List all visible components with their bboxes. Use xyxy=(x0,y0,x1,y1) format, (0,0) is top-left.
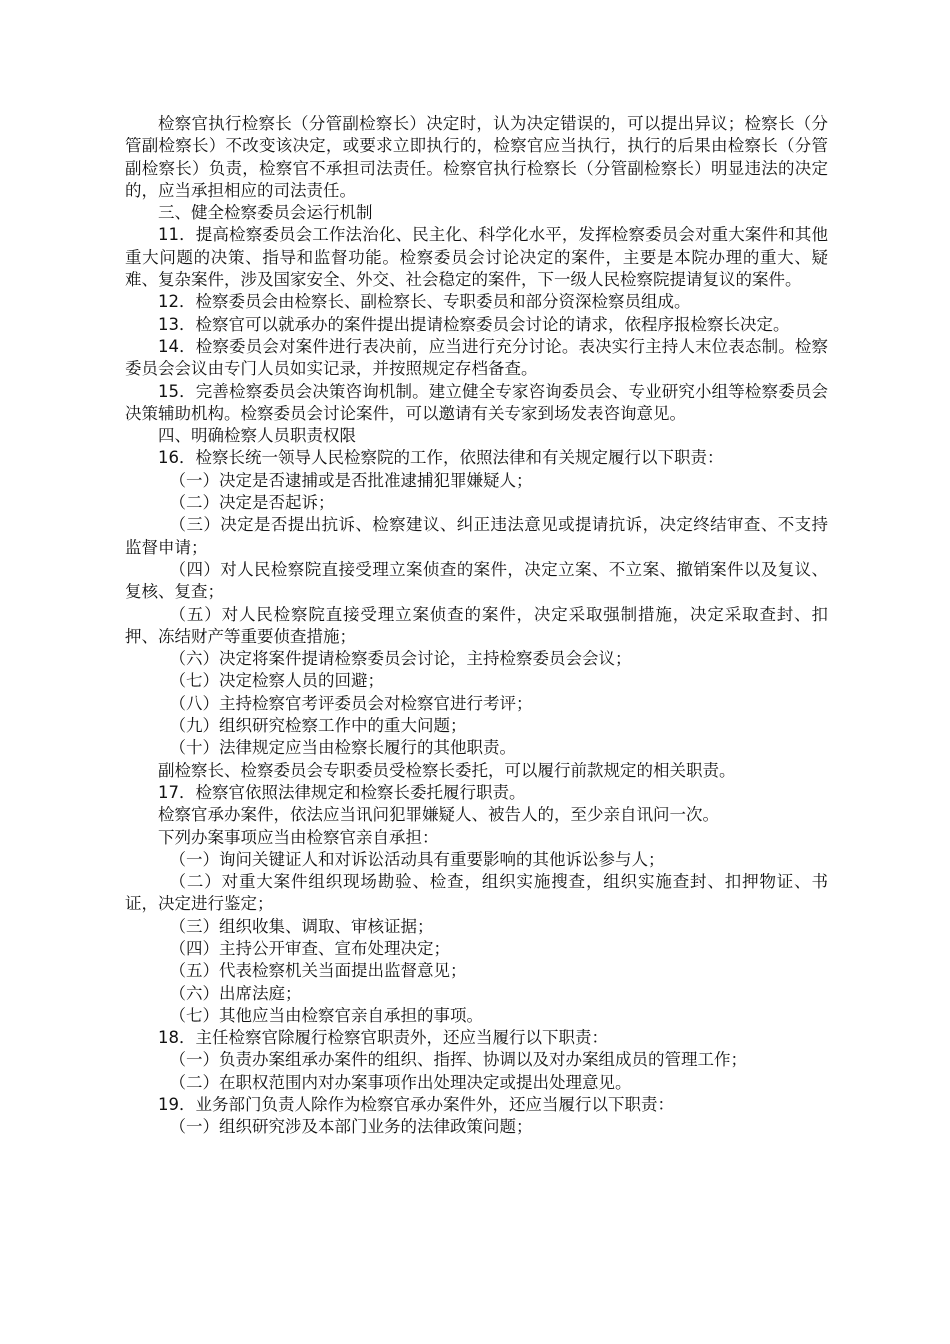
paragraph: 检察官承办案件，依法应当讯问犯罪嫌疑人、被告人的，至少亲自讯问一次。 xyxy=(158,805,719,825)
paragraph: 12．检察委员会由检察长、副检察长、专职委员和部分资深检察员组成。 xyxy=(158,292,691,312)
list-item: （二）在职权范围内对办案事项作出处理决定或提出处理意见。 xyxy=(169,1072,632,1092)
list-item: （二）对重大案件组织现场勘验、检查，组织实施搜查，组织实施查封、扣押物证、书证，决定进行鉴定； xyxy=(125,872,828,914)
list-item: （二）决定是否起诉； xyxy=(169,493,335,513)
list-item: （七）其他应当由检察官亲自承担的事项。 xyxy=(169,1005,484,1025)
paragraph: 11．提高检察委员会工作法治化、民主化、科学化水平，发挥检察委员会对重大案件和其他重大问题的决策、指导和监督功能。检察委员会讨论决定的案件，主要是本院办理的重大、疑难、复杂案件，涉及国家安全、外交、社会稳定的案件，下一级人民检察院提请复议的案件。 xyxy=(125,225,828,290)
paragraph: 16．检察长统一领导人民检察院的工作，依照法律和有关规定履行以下职责： xyxy=(158,448,724,468)
section-heading: 四、明确检察人员职责权限 xyxy=(158,426,356,446)
document-body xyxy=(125,113,828,1139)
paragraph: 14．检察委员会对案件进行表决前，应当进行充分讨论。表决实行主持人末位表态制。检察委员会会议由专门人员如实记录，并按照规定存档备查。 xyxy=(125,336,828,379)
paragraph: 检察官执行检察长（分管副检察长）决定时，认为决定错误的，可以提出异议；检察长（分管副检察长）不改变该决定，或要求立即执行的，检察官应当执行，执行的后果由检察长（分管副检察长）负责，检察官不承担司法责任。检察官执行检察长（分管副检察长）明显违法的决定的，应当承担相应的司法责任。 xyxy=(125,114,828,200)
list-item: （八）主持检察官考评委员会对检察官进行考评； xyxy=(169,693,533,713)
paragraph: 17．检察官依照法律规定和检察长委托履行职责。 xyxy=(158,782,526,802)
list-item: （五）代表检察机关当面提出监督意见； xyxy=(169,961,467,981)
paragraph: 15．完善检察委员会决策咨询机制。建立健全专家咨询委员会、专业研究小组等检察委员会决策辅助机构。检察委员会讨论案件，可以邀请有关专家到场发表咨询意见。 xyxy=(125,381,828,423)
list-item: （七）决定检察人员的回避； xyxy=(169,671,385,691)
list-item: （五）对人民检察院直接受理立案侦查的案件，决定采取强制措施，决定采取查封、扣押、冻结财产等重要侦查措施； xyxy=(125,604,828,646)
section-heading: 三、健全检察委员会运行机制 xyxy=(158,203,373,223)
list-item: （一）决定是否逮捕或是否批准逮捕犯罪嫌疑人； xyxy=(169,470,533,490)
paragraph: 18．主任检察官除履行检察官职责外，还应当履行以下职责： xyxy=(158,1028,608,1048)
paragraph: 19．业务部门负责人除作为检察官承办案件外，还应当履行以下职责： xyxy=(158,1095,674,1115)
list-item: （十）法律规定应当由检察长履行的其他职责。 xyxy=(169,738,517,758)
list-item: （四）主持公开审查、宣布处理决定； xyxy=(169,938,451,958)
paragraph: 13．检察官可以就承办的案件提出提请检察委员会讨论的请求，依程序报检察长决定。 xyxy=(158,314,790,334)
list-item: （六）出席法庭； xyxy=(169,983,302,1003)
list-item: （一）负责办案组承办案件的组织、指挥、协调以及对办案组成员的管理工作； xyxy=(169,1050,748,1070)
list-item: （一）询问关键证人和对诉讼活动具有重要影响的其他诉讼参与人； xyxy=(169,849,665,869)
list-item: （四）对人民检察院直接受理立案侦查的案件，决定立案、不立案、撤销案件以及复议、复核、复查； xyxy=(125,559,828,602)
list-item: （九）组织研究检察工作中的重大问题； xyxy=(169,716,467,736)
paragraph: 副检察长、检察委员会专职委员受检察长委托，可以履行前款规定的相关职责。 xyxy=(158,760,736,780)
list-item: （六）决定将案件提请检察委员会讨论，主持检察委员会会议； xyxy=(169,649,632,669)
list-item: （一）组织研究涉及本部门业务的法律政策问题； xyxy=(169,1117,533,1137)
paragraph: 下列办案事项应当由检察官亲自承担： xyxy=(158,827,439,847)
list-item: （三）组织收集、调取、审核证据； xyxy=(169,916,434,936)
list-item: （三）决定是否提出抗诉、检察建议、纠正违法意见或提请抗诉，决定终结审查、不支持监督申请； xyxy=(125,515,828,557)
